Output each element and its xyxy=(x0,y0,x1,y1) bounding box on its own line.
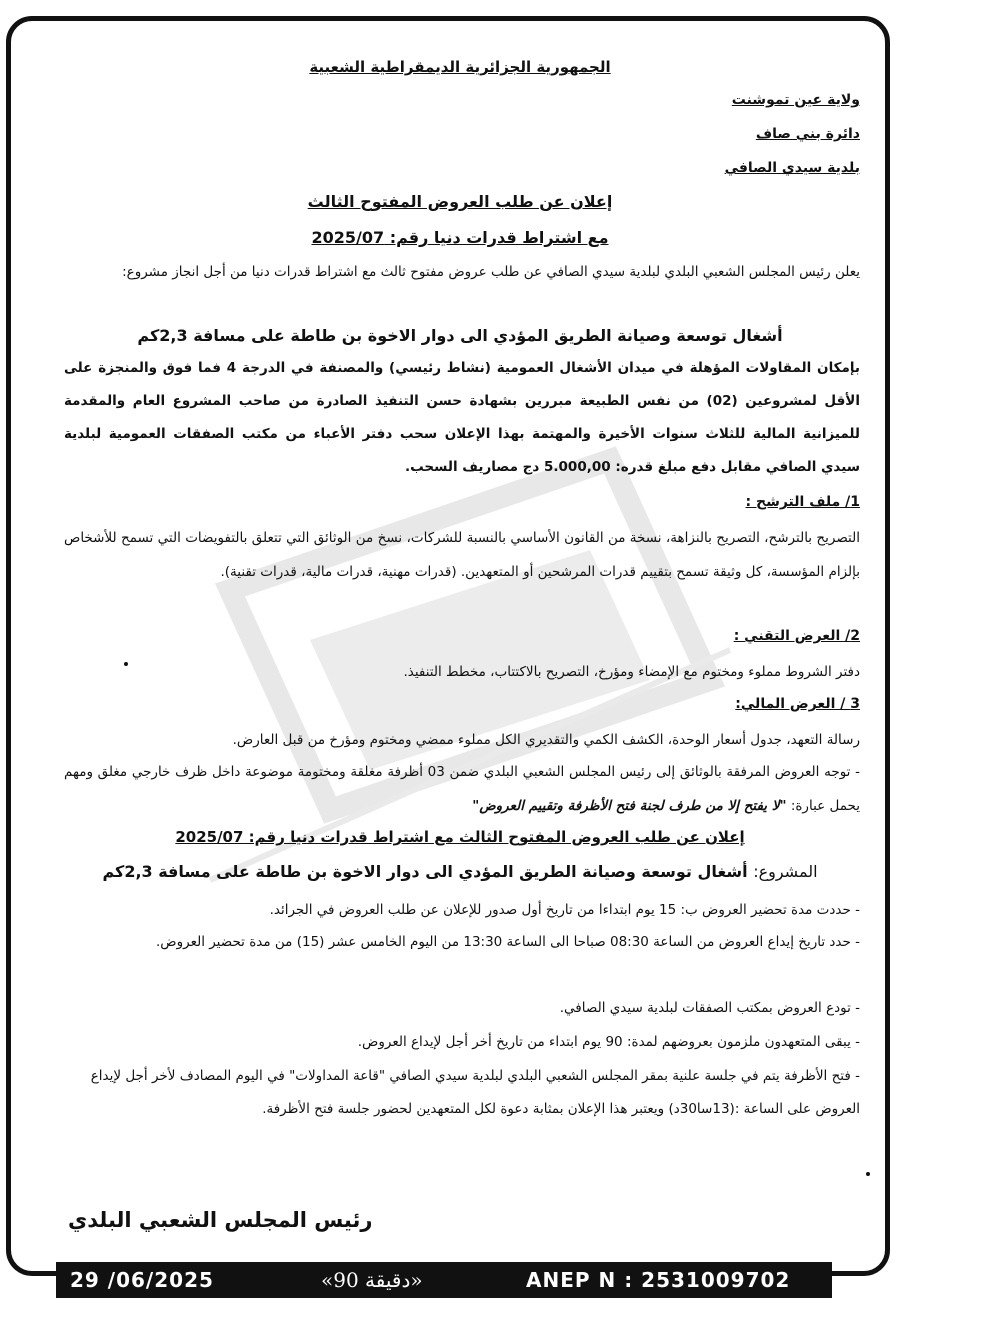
eligibility-paragraph: بإمكان المقاولات المؤهلة في ميدان الأشغال العمومية (نشاط رئيسي) والمصنفة في الدرجة 4 فما فوق والمنجزة على الأقل لمشروعين (02) من نفس الطبيعة مبررين بشهادة حسن التنفيذ الصادرة من صاحب المشروع العام والمقدمة للميزانية المالية للثلاث سنوات الأخيرة والمهتمة بهذا الإعلان سحب دفتر الأعباء من مكتب الصفقات العمومية لبلدية سيدي الصافي مقابل دفع مبلغ قدره: 5.000,00 دج مصاريف السحب. xyxy=(64,360,860,475)
section-3-title: 3 / العرض المالي: xyxy=(735,696,860,712)
detail-item-3: - تودع العروض بمكتب الصفقات لبلدية سيدي الصافي. xyxy=(559,1000,860,1016)
footer-anep-number: ANEP N : 2531009702 xyxy=(526,1268,791,1292)
delivery-text: - توجه العروض المرفقة بالوثائق إلى رئيس المجلس الشعبي البلدي ضمن 03 أظرفة مغلقة ومختومة موضوعة داخل ظرف خارجي مغلق ومهم يحمل عبارة: xyxy=(64,764,860,814)
section-1-text: التصريح بالترشح، التصريح بالنزاهة، نسخة من القانون الأساسي بالنسبة للشركات، نسخ من الوثائق التي تتعلق بالتفويضات التي تسمح للأشخاص بإلزام المؤسسة، كل وثيقة تسمح بتقييم قدرات المرشحين أو المتعهدين. (قدرات مهنية، قدرات مالية، قدرات تقنية). xyxy=(64,530,860,580)
section-3-text: رسالة التعهد، جدول أسعار الوحدة، الكشف الكمي والتقديري الكل مملوء ممضي ومختوم ومؤرخ من قبل العارض. xyxy=(232,732,860,748)
project-title: أشغال توسعة وصيانة الطريق المؤدي الى دوار الاخوة بن طاطة على مسافة 2,3كم xyxy=(137,326,783,345)
wilaya-label: ولاية عين تموشنت xyxy=(731,92,860,108)
bullet-dot xyxy=(866,1172,870,1176)
intro-paragraph: يعلن رئيس المجلس الشعبي البلدي لبلدية سيدي الصافي عن طلب عروض مفتوح ثالث مع اشتراط قدرات دنيا من أجل انجاز مشروع: xyxy=(122,264,860,280)
daira-label: دائرة بني صاف xyxy=(755,126,860,142)
republic-header: الجمهورية الجزائرية الديمقراطية الشعبية xyxy=(309,58,611,76)
watermark-logo xyxy=(190,440,750,960)
announcement-subtitle: مع اشتراط قدرات دنيا رقم: 2025/07 xyxy=(311,228,609,247)
commune-label: بلدية سيدي الصافي xyxy=(724,160,860,176)
project-label: المشروع: xyxy=(753,862,818,881)
second-project-line xyxy=(60,862,860,881)
section-2-text: دفتر الشروط مملوء ومختوم مع الإمضاء ومؤرخ، التصريح بالاكتتاب، مخطط التنفيذ. xyxy=(403,664,860,680)
footer-newspaper: «90 دقيقة» xyxy=(321,1268,423,1292)
speck-dot xyxy=(124,662,128,666)
signature-title: رئيس المجلس الشعبي البلدي xyxy=(68,1208,373,1232)
detail-item-5: - فتح الأظرفة يتم في جلسة علنية بمقر المجلس الشعبي البلدي لبلدية سيدي الصافي "قاعة المداولات" في اليوم المصادف لأخر أجل لإيداع العروض على الساعة :(13سا30د) ويعتبر هذا الإعلان بمثابة دعوة لكل المتعهدين لحضور جلسة فتح الأظرفة. xyxy=(90,1068,860,1117)
announcement-title: إعلان عن طلب العروض المفتوح الثالث xyxy=(307,192,613,211)
second-project-title: أشغال توسعة وصيانة الطريق المؤدي الى دوار الاخوة بن طاطة على مسافة 2,3كم xyxy=(102,862,748,881)
detail-item-4: - يبقى المتعهدون ملزمون بعروضهم لمدة: 90 يوم ابتداء من تاريخ أخر أجل لإيداع العروض. xyxy=(357,1034,860,1050)
section-1-title: 1/ ملف الترشح : xyxy=(745,494,860,510)
detail-item-2: - حدد تاريخ إيداع العروض من الساعة 08:30 صباحا الى الساعة 13:30 من اليوم الخامس عشر (15) من مدة تحضير العروض. xyxy=(155,934,860,950)
section-2-title: 2/ العرض التقني : xyxy=(733,628,860,644)
second-announcement-title: إعلان عن طلب العروض المفتوح الثالث مع اشتراط قدرات دنيا رقم: 2025/07 xyxy=(175,828,745,846)
footer-date: 29 /06/2025 xyxy=(70,1268,214,1292)
footer-bar xyxy=(56,1262,832,1298)
delivery-instructions xyxy=(64,756,860,823)
delivery-quote: "لا يفتح إلا من طرف لجنة فتح الأظرفة وتقييم العروض" xyxy=(472,797,787,814)
detail-item-1: - حددت مدة تحضير العروض ب: 15 يوم ابتداءا من تاريخ أول صدور للإعلان عن طلب العروض في الجرائد. xyxy=(269,902,860,918)
